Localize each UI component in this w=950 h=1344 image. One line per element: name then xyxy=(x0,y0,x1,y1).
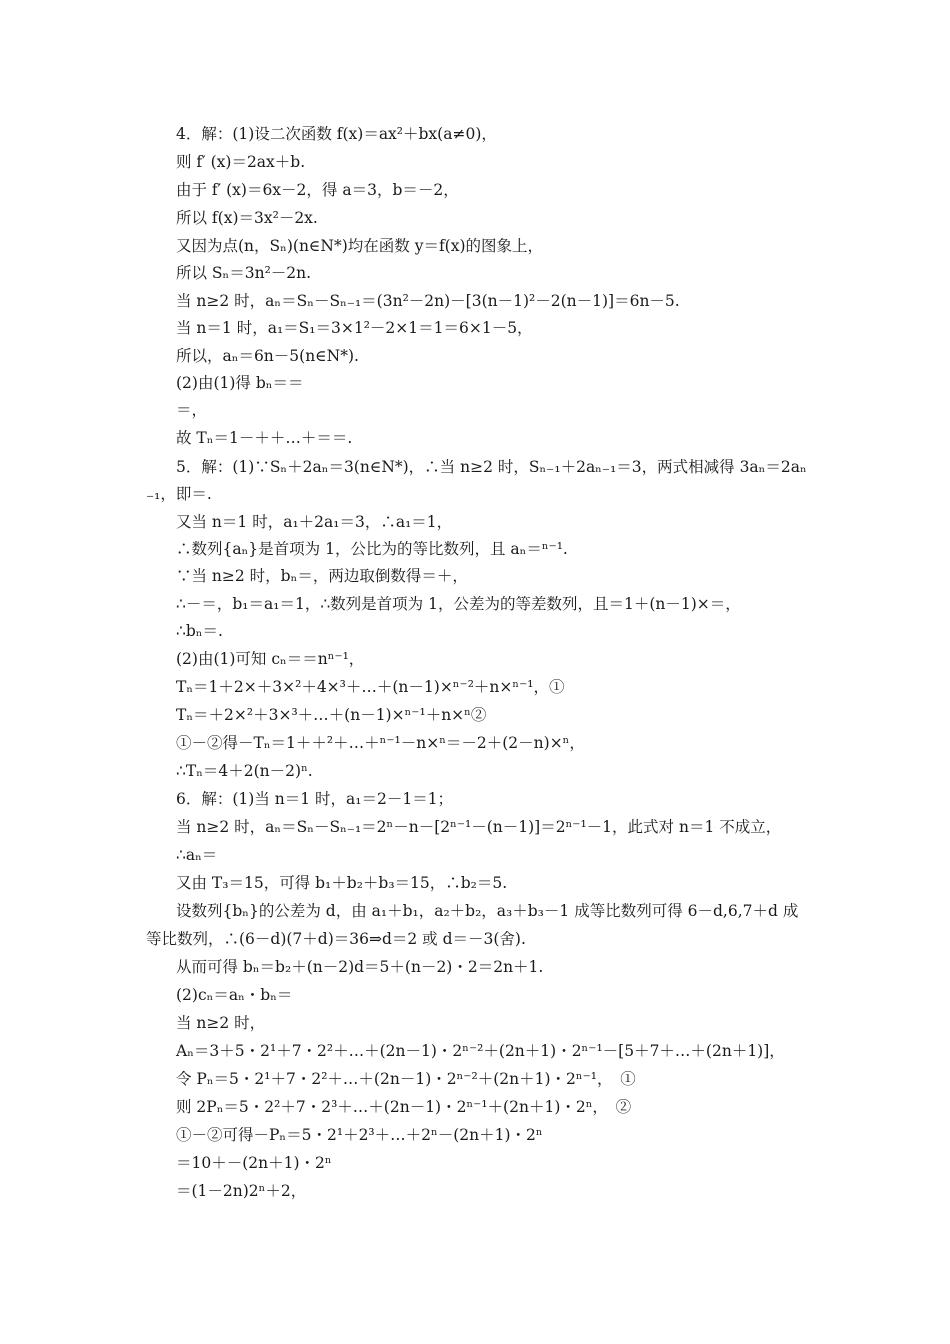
text-line: 4．解：(1)设二次函数 f(x)＝ax²＋bx(a≠0)， xyxy=(176,125,497,143)
text-line: ①－②得－Tₙ＝1＋＋²＋…＋ⁿ⁻¹－n×ⁿ＝－2＋(2－n)×ⁿ， xyxy=(176,734,585,752)
text-line: ∴Tₙ＝4＋2(n－2)ⁿ. xyxy=(176,762,313,780)
text-line: 所以，aₙ＝6n－5(n∈N*). xyxy=(176,347,359,365)
text-line: 故 Tₙ＝1－＋＋…＋＝＝. xyxy=(176,429,353,447)
text-line: 当 n≥2 时，aₙ＝Sₙ－Sₙ₋₁＝2ⁿ－n－[2ⁿ⁻¹－(n－1)]＝2ⁿ⁻¹－1，此式对 n＝1 不成立， xyxy=(176,818,782,836)
text-line: (2)由(1)得 bₙ＝＝ xyxy=(176,374,304,392)
text-line: 当 n≥2 时， xyxy=(176,1014,266,1032)
text-line: 设数列{bₙ}的公差为 d，由 a₁＋b₁，a₂＋b₂，a₃＋b₃－1 成等比数列可得 6－d,6,7＋d 成 xyxy=(176,902,799,920)
text-line: 又因为点(n，Sₙ)(n∈N*)均在函数 y＝f(x)的图象上， xyxy=(176,237,544,255)
text-line: ＝(1－2n)2ⁿ＋2， xyxy=(176,1182,307,1200)
text-line: 由于 f′ (x)＝6x－2，得 a＝3，b＝－2， xyxy=(176,181,459,199)
text-line: ＝10＋－(2n＋1)・2ⁿ xyxy=(176,1154,332,1172)
text-line: ＝， xyxy=(176,401,208,419)
text-line: ∴bₙ＝. xyxy=(176,622,223,640)
text-line: 5．解：(1)∵Sₙ＋2aₙ＝3(n∈N*)，∴当 n≥2 时，Sₙ₋₁＋2aₙ₋₁＝3，两式相减得 3aₙ＝2aₙ xyxy=(176,458,807,476)
text-line: Aₙ＝3＋5・2¹＋7・2²＋…＋(2n－1)・2ⁿ⁻²＋(2n＋1)・2ⁿ⁻¹－[5＋7＋…＋(2n＋1)]， xyxy=(176,1042,785,1060)
text-line: 等比数列，∴(6－d)(7＋d)＝36⇒d＝2 或 d＝－3(舍). xyxy=(146,930,526,948)
text-line: 所以 f(x)＝3x²－2x. xyxy=(176,209,318,227)
text-line: Tₙ＝＋2×²＋3×³＋…＋(n－1)×ⁿ⁻¹＋n×ⁿ② xyxy=(176,706,487,724)
text-line: 6．解：(1)当 n＝1 时，a₁＝2－1＝1； xyxy=(176,790,454,808)
text-line: 又当 n＝1 时，a₁＋2a₁＝3，∴a₁＝1， xyxy=(176,513,453,531)
text-line: 则 f′ (x)＝2ax＋b. xyxy=(176,153,306,171)
text-line: 则 2Pₙ＝5・2²＋7・2³＋…＋(2n－1)・2ⁿ⁻¹＋(2n＋1)・2ⁿ， ② xyxy=(176,1098,632,1116)
text-line: ∵当 n≥2 时，bₙ＝，两边取倒数得＝＋， xyxy=(176,567,468,585)
text-line: (2)cₙ＝aₙ・bₙ＝ xyxy=(176,986,293,1004)
text-line: ∴数列{aₙ}是首项为 1，公比为的等比数列，且 aₙ＝ⁿ⁻¹. xyxy=(176,540,568,558)
text-line: Tₙ＝1＋2×＋3×²＋4×³＋…＋(n－1)×ⁿ⁻²＋n×ⁿ⁻¹，① xyxy=(176,678,565,696)
text-line: 所以 Sₙ＝3n²－2n. xyxy=(176,264,312,282)
text-line: 令 Pₙ＝5・2¹＋7・2²＋…＋(2n－1)・2ⁿ⁻²＋(2n＋1)・2ⁿ⁻¹， ① xyxy=(176,1070,636,1088)
text-line: 从而可得 bₙ＝b₂＋(n－2)d＝5＋(n－2)・2＝2n＋1. xyxy=(176,958,544,976)
text-line: (2)由(1)可知 cₙ＝＝nⁿ⁻¹， xyxy=(176,650,365,668)
text-line: 当 n＝1 时，a₁＝S₁＝3×1²－2×1＝1＝6×1－5， xyxy=(176,319,533,337)
text-line: ∴－＝，b₁＝a₁＝1，∴数列是首项为 1，公差为的等差数列，且＝1＋(n－1)×＝， xyxy=(176,595,741,613)
text-line: ₋₁，即＝. xyxy=(146,485,212,503)
text-line: 当 n≥2 时，aₙ＝Sₙ－Sₙ₋₁＝(3n²－2n)－[3(n－1)²－2(n－1)]＝6n－5. xyxy=(176,292,680,310)
text-line: ∴aₙ＝ xyxy=(176,846,218,864)
text-line: ①－②可得－Pₙ＝5・2¹＋2³＋…＋2ⁿ－(2n＋1)・2ⁿ xyxy=(176,1126,543,1144)
text-line: 又由 T₃＝15，可得 b₁＋b₂＋b₃＝15，∴b₂＝5. xyxy=(176,874,508,892)
